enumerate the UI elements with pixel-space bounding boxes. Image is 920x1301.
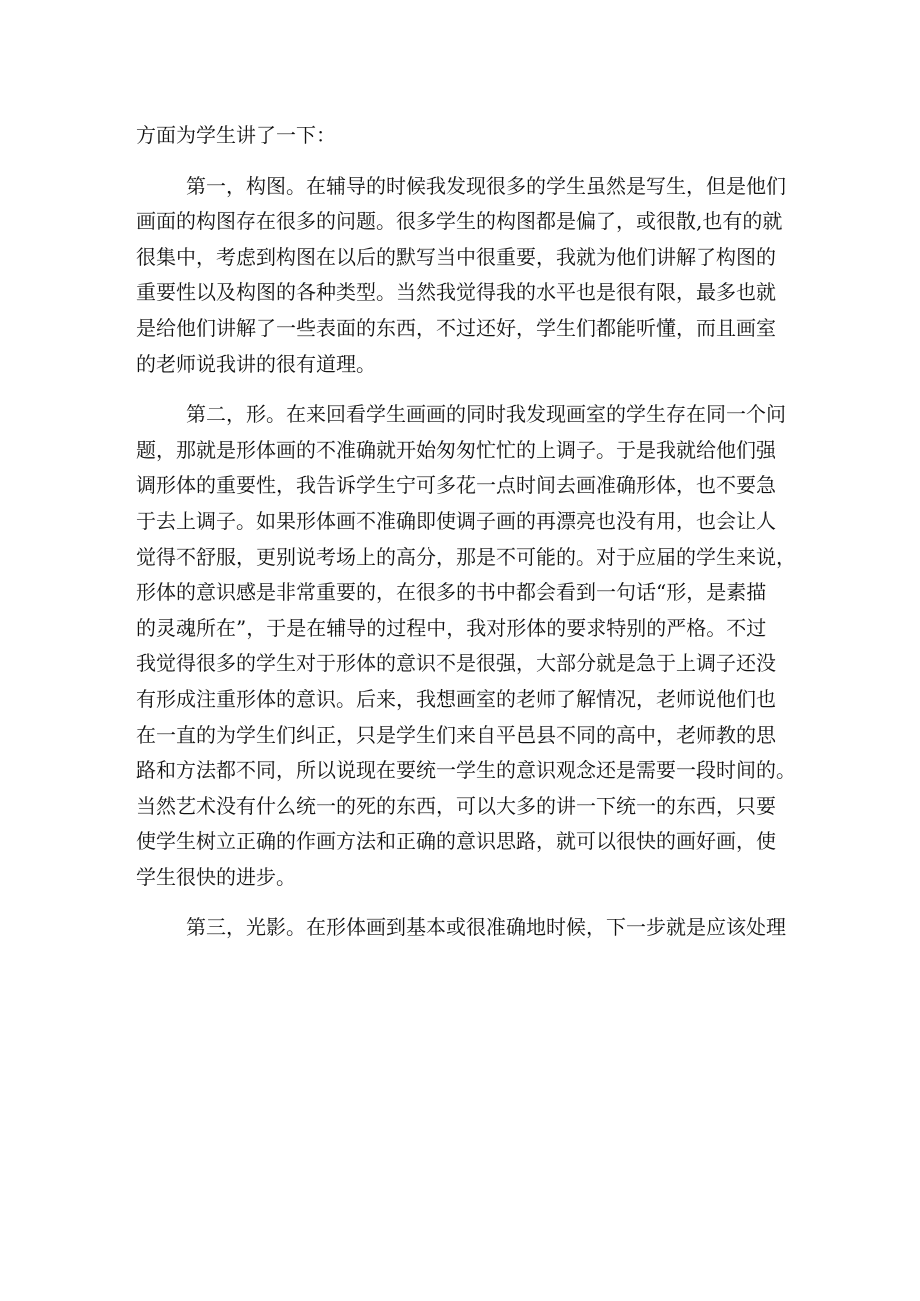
- text-line: 觉得不舒服，更别说考场上的高分，那是不可能的。对于应届的学生来说，: [136, 544, 796, 569]
- text-line: 很集中，考虑到构图在以后的默写当中很重要，我就为他们讲解了构图的: [136, 244, 776, 269]
- text-line: 是给他们讲解了一些表面的东西，不过还好，学生们都能听懂，而且画室: [136, 315, 776, 340]
- text-line: 第三，光影。在形体画到基本或很准确地时候，下一步就是应该处理: [186, 915, 786, 940]
- text-line: 在一直的为学生们纠正，只是学生们来自平邑县不同的高中，老师教的思: [136, 722, 776, 747]
- text-line: 使学生树立正确的作画方法和正确的意识思路，就可以很快的画好画，使: [136, 829, 776, 854]
- text-line: 重要性以及构图的各种类型。当然我觉得我的水平也是很有限，最多也就: [136, 280, 776, 305]
- document-body: [136, 118, 796, 946]
- text-line: 路和方法都不同，所以说现在要统一学生的意识观念还是需要一段时间的。: [136, 758, 796, 783]
- text-line: 画面的构图存在很多的问题。很多学生的构图都是偏了，或很散,也有的就: [136, 209, 783, 234]
- text-line: 有形成注重形体的意识。后来，我想画室的老师了解情况，老师说他们也: [136, 686, 776, 711]
- text-line: 方面为学生讲了一下：: [136, 123, 336, 147]
- text-line: 形体的意识感是非常重要的，在很多的书中都会看到一句话“形，是素描: [136, 580, 767, 605]
- text-line: 的老师说我讲的很有道理。: [136, 351, 376, 376]
- text-line: 于去上调子。如果形体画不准确即使调子画的再漂亮也没有用，也会让人: [136, 508, 776, 533]
- text-line: 题，那就是形体画的不准确就开始匆匆忙忙的上调子。于是我就给他们强: [136, 437, 776, 462]
- text-line: 第二，形。在来回看学生画画的同时我发现画室的学生存在同一个问: [186, 402, 786, 427]
- text-line: 的灵魂所在”，于是在辅导的过程中，我对形体的要求特别的严格。不过: [136, 615, 767, 640]
- text-line: 当然艺术没有什么统一的死的东西，可以大多的讲一下统一的东西，只要: [136, 793, 776, 818]
- text-line: 我觉得很多的学生对于形体的意识不是很强，大部分就是急于上调子还没: [136, 651, 776, 676]
- text-line: 第一，构图。在辅导的时候我发现很多的学生虽然是写生，但是他们: [186, 173, 786, 198]
- text-line: 学生很快的进步。: [136, 864, 296, 889]
- text-line: 调形体的重要性，我告诉学生宁可多花一点时间去画准确形体，也不要急: [136, 473, 776, 498]
